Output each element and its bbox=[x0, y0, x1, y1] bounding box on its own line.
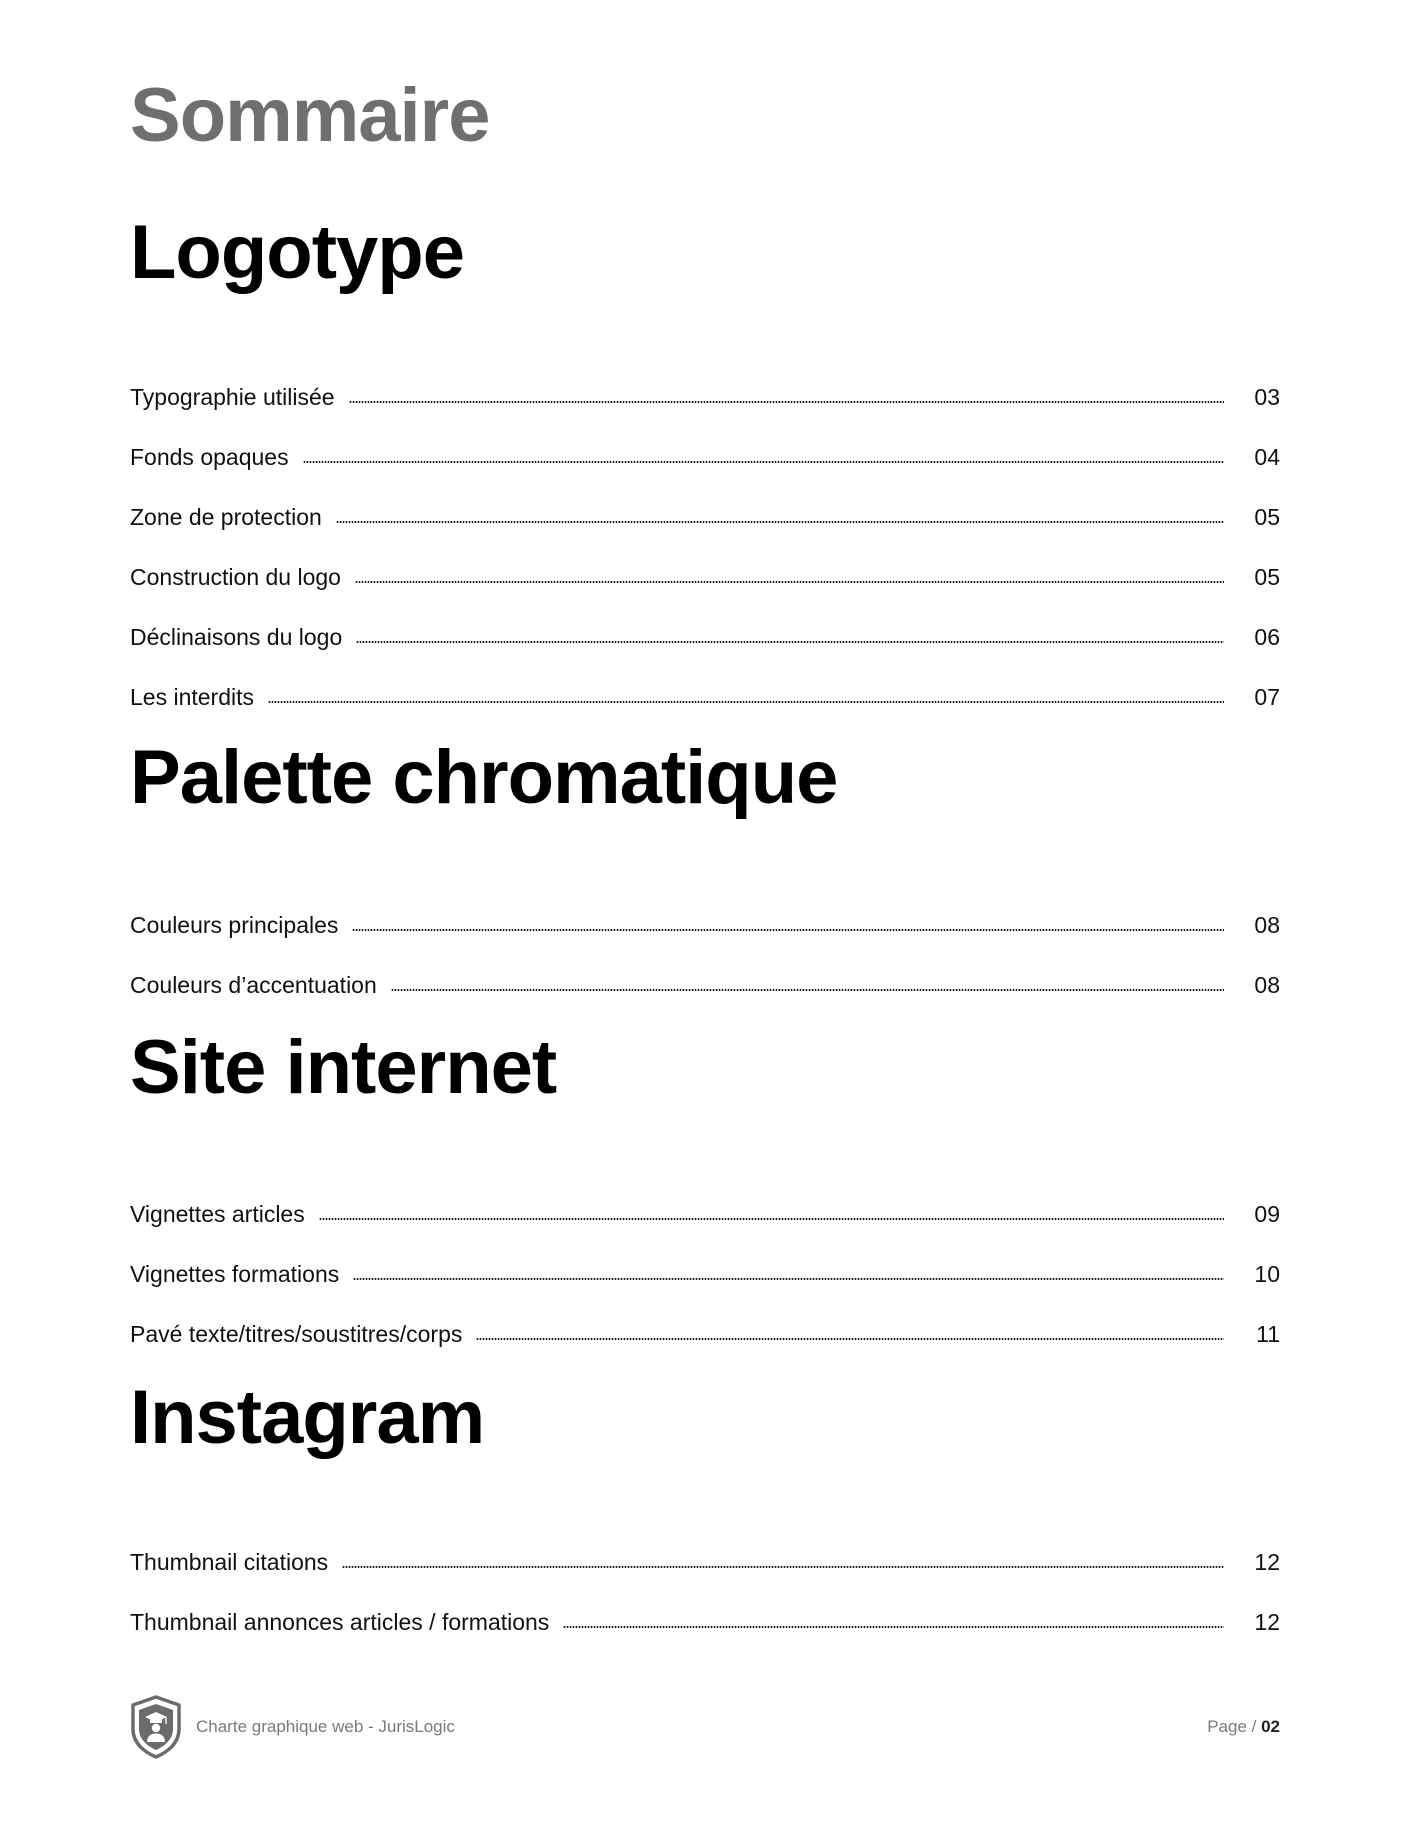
dotted-leader bbox=[303, 461, 1224, 463]
toc-entry-page: 12 bbox=[1254, 1548, 1280, 1575]
toc-entry[interactable] bbox=[130, 607, 1280, 667]
dotted-leader bbox=[563, 1626, 1224, 1628]
toc-entry-label: Typographie utilisée bbox=[130, 383, 335, 410]
section-title-site-internet: Site internet bbox=[130, 1025, 557, 1110]
dotted-leader bbox=[319, 1218, 1224, 1220]
footer-page-number: 02 bbox=[1261, 1717, 1280, 1736]
toc-entry-label: Pavé texte/titres/soustitres/corps bbox=[130, 1320, 463, 1347]
toc-entry[interactable] bbox=[130, 895, 1280, 955]
toc-entry-label: Couleurs d’accentuation bbox=[130, 971, 377, 998]
footer-page-prefix: Page / bbox=[1207, 1717, 1262, 1736]
toc-entry-page: 08 bbox=[1254, 911, 1280, 938]
toc-entry[interactable] bbox=[130, 427, 1280, 487]
section-title-instagram: Instagram bbox=[130, 1375, 485, 1460]
toc-entry[interactable] bbox=[130, 1304, 1280, 1364]
dotted-leader bbox=[342, 1566, 1224, 1568]
toc-entry-page: 03 bbox=[1254, 383, 1280, 410]
toc-entry[interactable] bbox=[130, 955, 1280, 1015]
dotted-leader bbox=[356, 641, 1224, 643]
toc-entry-page: 09 bbox=[1254, 1200, 1280, 1227]
dotted-leader bbox=[476, 1338, 1224, 1340]
toc-entry-label: Couleurs principales bbox=[130, 911, 339, 938]
toc-entry-page: 05 bbox=[1254, 563, 1280, 590]
dotted-leader bbox=[336, 521, 1224, 523]
toc-entry-label: Déclinaisons du logo bbox=[130, 623, 343, 650]
footer-page-indicator bbox=[1207, 1717, 1280, 1737]
toc-list-instagram bbox=[130, 1532, 1280, 1652]
footer bbox=[130, 1695, 1280, 1759]
toc-entry[interactable] bbox=[130, 1244, 1280, 1304]
toc-entry[interactable] bbox=[130, 1184, 1280, 1244]
toc-entry[interactable] bbox=[130, 367, 1280, 427]
page-title: Sommaire bbox=[130, 73, 490, 158]
toc-entry[interactable] bbox=[130, 1592, 1280, 1652]
toc-entry[interactable] bbox=[130, 667, 1280, 727]
toc-entry-label: Les interdits bbox=[130, 683, 255, 710]
toc-entry-page: 07 bbox=[1254, 683, 1280, 710]
toc-entry[interactable] bbox=[130, 547, 1280, 607]
dotted-leader bbox=[268, 701, 1224, 703]
toc-entry[interactable] bbox=[130, 487, 1280, 547]
dotted-leader bbox=[352, 929, 1224, 931]
toc-entry-label: Vignettes formations bbox=[130, 1260, 340, 1287]
toc-entry-page: 11 bbox=[1256, 1320, 1280, 1347]
shield-graduate-icon bbox=[130, 1695, 182, 1759]
dotted-leader bbox=[349, 401, 1224, 403]
toc-list-palette bbox=[130, 895, 1280, 1015]
toc-entry-page: 05 bbox=[1254, 503, 1280, 530]
toc-entry-page: 12 bbox=[1254, 1608, 1280, 1635]
toc-entry-page: 06 bbox=[1254, 623, 1280, 650]
toc-entry-label: Thumbnail annonces articles / formations bbox=[130, 1608, 550, 1635]
section-title-palette: Palette chromatique bbox=[130, 735, 838, 820]
dotted-leader bbox=[355, 581, 1224, 583]
toc-entry-label: Zone de protection bbox=[130, 503, 322, 530]
footer-document-label: Charte graphique web - JurisLogic bbox=[196, 1717, 455, 1736]
dotted-leader bbox=[353, 1278, 1224, 1280]
toc-entry-page: 04 bbox=[1254, 443, 1280, 470]
toc-entry-label: Vignettes articles bbox=[130, 1200, 305, 1227]
toc-entry[interactable] bbox=[130, 1532, 1280, 1592]
dotted-leader bbox=[391, 989, 1224, 991]
toc-entry-label: Construction du logo bbox=[130, 563, 341, 590]
toc-entry-label: Thumbnail citations bbox=[130, 1548, 329, 1575]
toc-list-site-internet bbox=[130, 1184, 1280, 1364]
toc-list-logotype bbox=[130, 367, 1280, 727]
toc-entry-label: Fonds opaques bbox=[130, 443, 289, 470]
section-title-logotype: Logotype bbox=[130, 210, 464, 295]
toc-entry-page: 08 bbox=[1254, 971, 1280, 998]
toc-entry-page: 10 bbox=[1254, 1260, 1280, 1287]
